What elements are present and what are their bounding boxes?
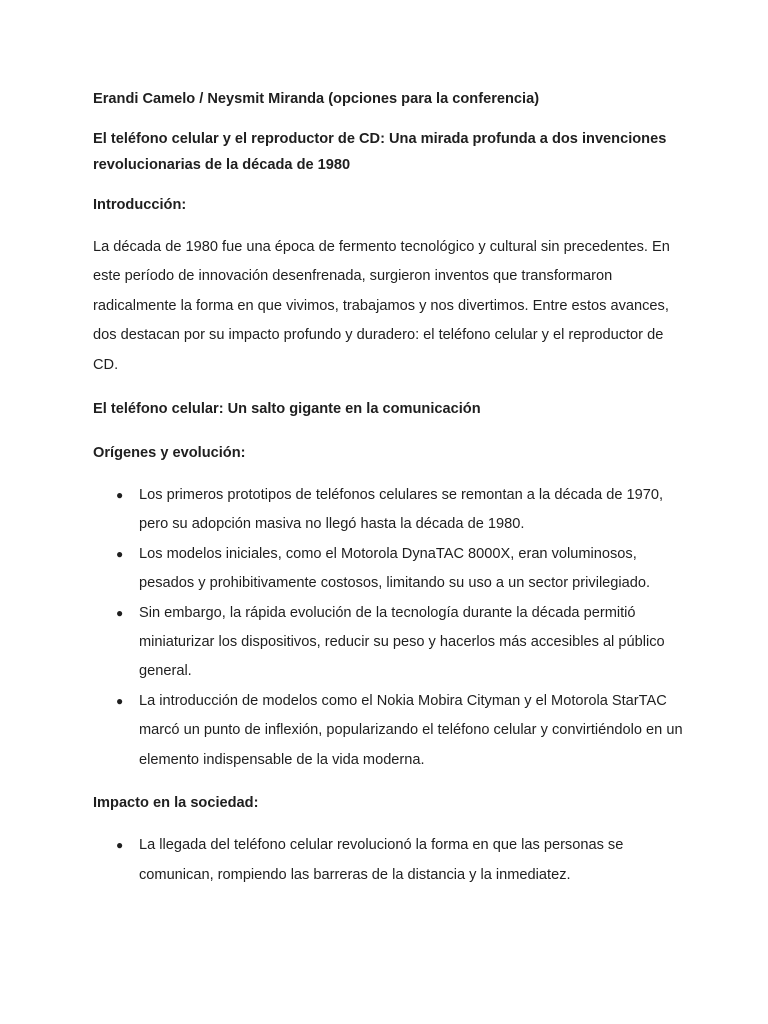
bullet-icon: ● (116, 546, 124, 561)
list-item (93, 481, 683, 540)
list-item-text: La introducción de modelos como el Nokia Mobira Cityman y el Motorola StarTAC marcó un punto de inflexión, popularizando el teléfono celular y convirtiéndolo en un elemento indispensable de la vida moderna. (139, 692, 683, 768)
intro-heading: Introducción: (93, 197, 187, 213)
list-item (93, 687, 683, 775)
bullet-icon: ● (116, 488, 124, 503)
document-page (93, 86, 683, 890)
origins-heading: Orígenes y evolución: (93, 445, 246, 462)
impact-list (93, 831, 683, 890)
origins-list (93, 481, 683, 775)
list-item (93, 599, 683, 687)
list-item-text: La llegada del teléfono celular revolucionó la forma en que las personas se comunican, rompiendo las barreras de la distancia y la inmediatez. (139, 837, 624, 883)
impact-heading: Impacto en la sociedad: (93, 795, 259, 812)
intro-paragraph: La década de 1980 fue una época de fermento tecnológico y cultural sin precedentes. En este período de innovación desenfrenada, surgieron inventos que transformaron radicalmente la forma en que vivimos, trabajamos y nos divertimos. Entre estos avances, dos destacan por su impacto profundo y duradero: el teléfono celular y el reproductor de CD. (93, 239, 670, 373)
list-item-text: Sin embargo, la rápida evolución de la tecnología durante la década permitió miniaturizar los dispositivos, reducir su peso y hacerlos más accesibles al público general. (139, 604, 665, 680)
document-title: El teléfono celular y el reproductor de CD: Una mirada profunda a dos invenciones revolucionarias de la década de 1980 (93, 131, 667, 173)
bullet-icon: ● (116, 693, 124, 708)
author-line: Erandi Camelo / Neysmit Miranda (opciones para la conferencia) (93, 91, 540, 107)
list-item (93, 540, 683, 599)
bullet-icon: ● (116, 605, 124, 620)
list-item-text: Los primeros prototipos de teléfonos celulares se remontan a la década de 1970, pero su adopción masiva no llegó hasta la década de 1980. (139, 487, 664, 533)
list-item-text: Los modelos iniciales, como el Motorola DynaTAC 8000X, eran voluminosos, pesados y prohibitivamente costosos, limitando su uso a un sector privilegiado. (139, 545, 651, 592)
list-item (93, 831, 683, 890)
bullet-icon: ● (116, 838, 124, 853)
section-heading: El teléfono celular: Un salto gigante en la comunicación (93, 401, 481, 418)
